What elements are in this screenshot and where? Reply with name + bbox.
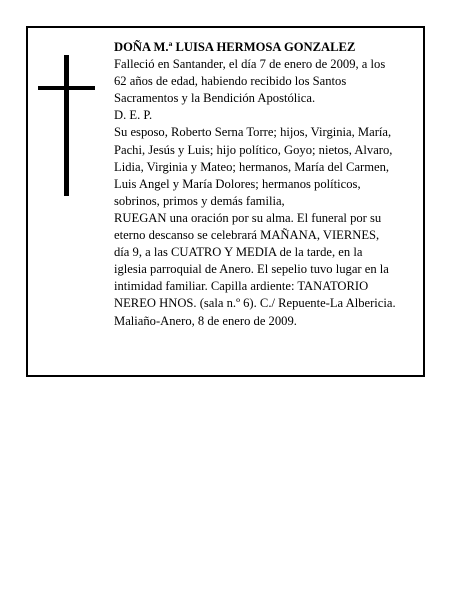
deceased-name: DOÑA M.ª LUISA HERMOSA GONZALEZ [114,40,356,54]
notice-line: iglesia parroquial de Anero. El sepelio tuvo lugar en la [114,262,389,277]
cross-horizontal-bar [38,86,95,90]
notice-line: Falleció en Santander, el día 7 de enero de 2009, a los [114,57,386,72]
notice-line: Su esposo, Roberto Serna Torre; hijos, Virginia, María, [114,125,392,140]
notice-line: Maliaño-Anero, 8 de enero de 2009. [114,313,297,328]
notice-line: RUEGAN una oración por su alma. El funeral por su [114,210,382,225]
obituary-text [114,39,424,330]
notice-line: D. E. P. [114,108,153,123]
notice-line: Sacramentos y la Bendición Apostólica. [114,91,316,106]
notice-line: Pachi, Jesús y Luis; hijo político, Goyo; nietos, Alvaro, [114,142,393,157]
notice-line: NEREO HNOS. (sala n.º 6). C./ Repuente-La Albericia. [114,296,396,311]
notice-line: Lidia, Virginia y Mateo; hermanos, María del Carmen, [114,159,390,174]
cross-vertical-bar [64,55,69,196]
notice-line: sobrinos, primos y demás familia, [114,193,285,208]
notice-line: 62 años de edad, habiendo recibido los Santos [114,74,347,89]
notice-line: Luis Angel y María Dolores; hermanos políticos, [114,176,361,191]
notice-line: intimidad familiar. Capilla ardiente: TANATORIO [114,279,369,294]
notice-line: día 9, a las CUATRO Y MEDIA de la tarde, en la [114,245,363,260]
notice-line: eterno descanso se celebrará MAÑANA, VIERNES, [114,228,380,243]
